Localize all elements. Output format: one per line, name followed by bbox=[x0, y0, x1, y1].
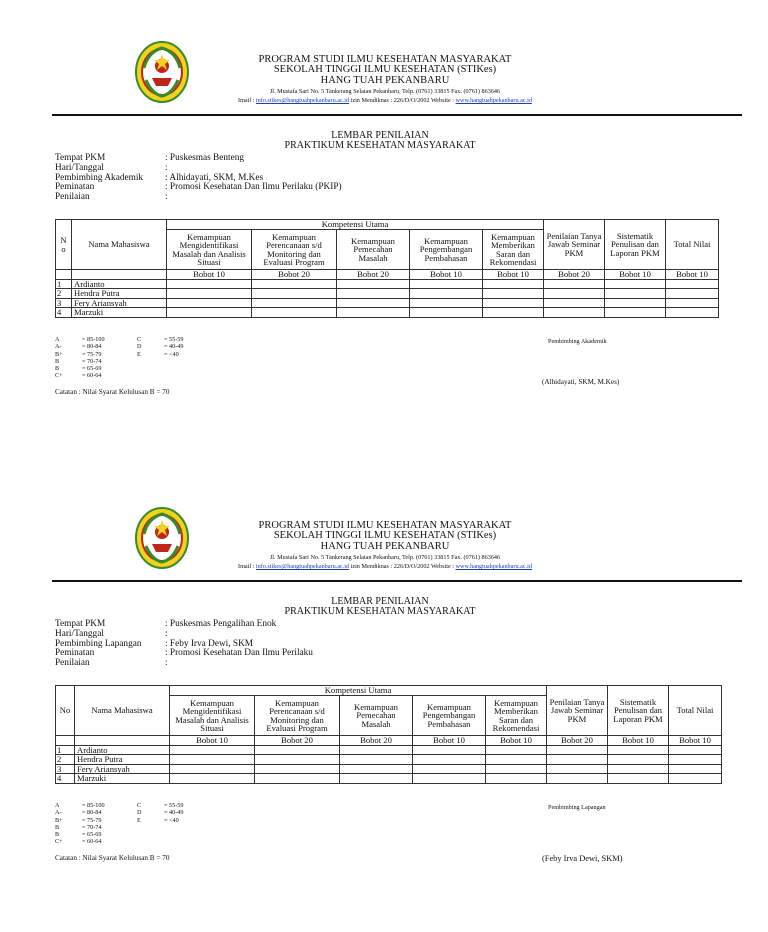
header-contact bbox=[190, 97, 580, 104]
score-cell[interactable] bbox=[170, 764, 255, 773]
legend-cell: A bbox=[55, 802, 60, 809]
row-number: 3 bbox=[56, 298, 72, 307]
score-cell[interactable] bbox=[483, 289, 544, 298]
row-number: 2 bbox=[56, 289, 72, 298]
col-no-header bbox=[56, 686, 75, 736]
score-cell[interactable] bbox=[608, 764, 669, 773]
website-link[interactable]: www.hangtuahpekanbaru.ac.id bbox=[455, 97, 532, 104]
signature-name: (Feby Irva Dewi, SKM) bbox=[542, 854, 623, 863]
signature-role: Pembimbing Akademik bbox=[548, 338, 607, 345]
info-label: Hari/Tanggal bbox=[55, 162, 104, 173]
weight-cell: Bobot 20 bbox=[255, 736, 340, 746]
weight-cell: Bobot 20 bbox=[252, 270, 337, 280]
header-school: SEKOLAH TINGGI ILMU KESEHATAN (STIKes) bbox=[273, 64, 497, 75]
score-cell[interactable] bbox=[410, 280, 483, 289]
table-row bbox=[56, 746, 722, 755]
legend-cell: = 75-79 bbox=[82, 350, 102, 358]
score-cell[interactable] bbox=[340, 774, 413, 783]
legend-cell: D bbox=[137, 343, 142, 351]
col-discussion-header: Kemampuan Pengembangan Pembahasan bbox=[413, 696, 486, 736]
info-label: Peminatan bbox=[55, 182, 95, 193]
info-label: Peminatan bbox=[55, 648, 95, 659]
col-identify-header: Kemampuan Mengidentifikasi Masalah dan Analisis Situasi bbox=[170, 696, 255, 736]
info-row bbox=[55, 649, 313, 659]
legend-cell: C bbox=[137, 336, 142, 343]
legend-cell: C+ bbox=[55, 838, 63, 846]
score-cell[interactable] bbox=[483, 280, 544, 289]
form-title: LEMBAR PENILAIAN bbox=[331, 596, 429, 607]
col-planning-header: Kemampuan Perencanaan s/d Monitoring dan Evaluasi Program bbox=[252, 230, 337, 270]
info-label: Pembimbing Akademik bbox=[55, 172, 144, 183]
signature-name: (Alhidayati, SKM, M.Kes) bbox=[542, 378, 620, 386]
legend-row bbox=[55, 802, 183, 809]
legend-cell bbox=[137, 824, 164, 831]
score-cell[interactable] bbox=[255, 774, 340, 783]
score-cell[interactable] bbox=[410, 289, 483, 298]
info-row bbox=[55, 183, 342, 193]
table-row bbox=[56, 289, 719, 298]
legend-cell: = 55-59 bbox=[164, 336, 184, 343]
info-row bbox=[55, 659, 313, 669]
student-name: Hendra Putra bbox=[75, 755, 170, 764]
score-cell[interactable] bbox=[170, 755, 255, 764]
score-cell[interactable] bbox=[337, 289, 410, 298]
legend-cell: = 65-69 bbox=[82, 831, 102, 839]
legend-row bbox=[55, 336, 183, 343]
col-no-label-top: N bbox=[60, 235, 67, 246]
score-cell[interactable] bbox=[167, 280, 252, 289]
score-cell[interactable] bbox=[608, 746, 669, 755]
info-value: : Puskesmas Pengalihan Enok bbox=[165, 619, 277, 629]
row-number: 4 bbox=[56, 774, 75, 783]
table-row bbox=[56, 764, 722, 773]
legend-cell: = 40-49 bbox=[164, 809, 184, 817]
score-cell[interactable] bbox=[337, 298, 410, 307]
score-cell[interactable] bbox=[669, 755, 722, 764]
weight-empty-name bbox=[72, 270, 167, 280]
student-name: Marzuki bbox=[72, 308, 167, 317]
score-cell[interactable] bbox=[340, 746, 413, 755]
row-number: 2 bbox=[56, 755, 75, 764]
legend-cell: = 75-79 bbox=[82, 816, 102, 824]
weight-cell: Bobot 10 bbox=[669, 736, 722, 746]
student-name: Ardianto bbox=[75, 746, 170, 755]
legend-cell: E bbox=[137, 350, 141, 358]
student-name: Ardianto bbox=[72, 280, 167, 289]
score-cell[interactable] bbox=[666, 298, 719, 307]
weight-cell: Bobot 10 bbox=[410, 270, 483, 280]
score-cell[interactable] bbox=[255, 764, 340, 773]
legend-cell: C+ bbox=[55, 372, 63, 380]
col-qa-header: Penilaian Tanya Jawab Seminar PKM bbox=[544, 220, 605, 270]
score-cell[interactable] bbox=[605, 289, 666, 298]
info-value: : Alhidayati, SKM, M.Kes bbox=[165, 172, 264, 183]
weight-empty-no bbox=[56, 736, 75, 746]
score-cell[interactable] bbox=[252, 289, 337, 298]
row-number: 1 bbox=[56, 746, 75, 755]
legend-cell: = 80-84 bbox=[82, 809, 102, 817]
weight-cell: Bobot 10 bbox=[605, 270, 666, 280]
competency-group-header: Kompetensi Utama bbox=[170, 686, 547, 696]
score-cell[interactable] bbox=[547, 755, 608, 764]
score-cell[interactable] bbox=[605, 308, 666, 317]
row-number: 1 bbox=[56, 280, 72, 289]
legend-cell: = 60-64 bbox=[82, 372, 102, 380]
info-value: : bbox=[165, 658, 168, 669]
legend-row bbox=[55, 365, 183, 372]
col-total-header: Total Nilai bbox=[666, 220, 719, 270]
col-no-label: No bbox=[59, 705, 71, 716]
col-name-header: Nama Mahasiswa bbox=[72, 220, 167, 270]
weight-cell: Bobot 20 bbox=[547, 736, 608, 746]
col-qa-header: Penilaian Tanya Jawab Seminar PKM bbox=[547, 686, 608, 736]
legend-row bbox=[55, 809, 183, 816]
info-value: : Puskesmas Benteng bbox=[165, 153, 245, 163]
score-cell[interactable] bbox=[544, 298, 605, 307]
legend-cell: B bbox=[55, 831, 60, 839]
grade-legend bbox=[55, 802, 183, 846]
info-value: : Promosi Kesehatan Dan Ilmu Perilaku (PKIP) bbox=[165, 182, 342, 193]
info-label: Tempat PKM bbox=[55, 153, 106, 163]
table-row bbox=[56, 755, 722, 764]
legend-cell: = 80-84 bbox=[82, 343, 102, 351]
legend-cell bbox=[137, 831, 164, 838]
col-identify-header: Kemampuan Mengidentifikasi Masalah dan Analisis Situasi bbox=[167, 230, 252, 270]
legend-cell: = 70-74 bbox=[82, 357, 102, 365]
info-label: Penilaian bbox=[55, 192, 90, 203]
email-prefix: Imail : bbox=[238, 563, 256, 570]
score-cell[interactable] bbox=[483, 298, 544, 307]
legend-cell: B bbox=[55, 365, 60, 373]
header-divider bbox=[52, 580, 742, 582]
weight-cell: Bobot 10 bbox=[608, 736, 669, 746]
score-cell[interactable] bbox=[669, 764, 722, 773]
info-value: : bbox=[165, 192, 168, 203]
score-cell[interactable] bbox=[666, 280, 719, 289]
student-name: Hendra Putra bbox=[72, 289, 167, 298]
table-row bbox=[56, 280, 719, 289]
table-row bbox=[56, 774, 722, 783]
score-cell[interactable] bbox=[410, 308, 483, 317]
score-cell[interactable] bbox=[167, 298, 252, 307]
score-cell[interactable] bbox=[255, 746, 340, 755]
score-cell[interactable] bbox=[608, 755, 669, 764]
score-cell[interactable] bbox=[170, 774, 255, 783]
weight-cell: Bobot 20 bbox=[544, 270, 605, 280]
weight-cell: Bobot 10 bbox=[666, 270, 719, 280]
score-cell[interactable] bbox=[486, 764, 547, 773]
legend-cell: B+ bbox=[55, 816, 63, 824]
header-address: Jl. Mustafa Sari No. 5 Tankerang Selatan Pekanbaru, Telp. (0761) 33815 Fax. (0761) 863646 bbox=[269, 88, 501, 95]
weight-cell: Bobot 20 bbox=[337, 270, 410, 280]
license-text: izin Mendiknas : 226/D/O/2002 Website : bbox=[349, 97, 456, 104]
signature-role: Pembimbing Lapangan bbox=[548, 804, 606, 811]
weight-cell: Bobot 10 bbox=[413, 736, 486, 746]
legend-row bbox=[55, 351, 183, 358]
score-cell[interactable] bbox=[666, 308, 719, 317]
info-value: : Promosi Kesehatan Dan Ilmu Perilaku bbox=[165, 648, 313, 659]
header-program: PROGRAM STUDI ILMU KESEHATAN MASYARAKAT bbox=[258, 54, 512, 65]
legend-cell bbox=[137, 372, 164, 379]
score-cell[interactable] bbox=[340, 764, 413, 773]
legend-cell: E bbox=[137, 816, 141, 824]
row-number: 4 bbox=[56, 308, 72, 317]
legend-row bbox=[55, 824, 183, 831]
score-cell[interactable] bbox=[605, 298, 666, 307]
score-cell[interactable] bbox=[547, 746, 608, 755]
col-problem-header: Kemampuan Pemecahan Masalah bbox=[340, 696, 413, 736]
college-emblem-icon bbox=[134, 506, 190, 570]
legend-cell: A- bbox=[55, 809, 62, 817]
legend-row bbox=[55, 343, 183, 350]
score-cell[interactable] bbox=[252, 308, 337, 317]
legend-cell: B bbox=[55, 357, 60, 365]
score-cell[interactable] bbox=[413, 746, 486, 755]
score-cell[interactable] bbox=[669, 746, 722, 755]
score-cell[interactable] bbox=[167, 308, 252, 317]
legend-cell: B+ bbox=[55, 350, 63, 358]
legend-cell: = 70-74 bbox=[82, 823, 102, 831]
legend-cell: = <40 bbox=[164, 816, 179, 824]
form-subtitle: PRAKTIKUM KESEHATAN MASYARAKAT bbox=[284, 140, 476, 151]
score-cell[interactable] bbox=[337, 308, 410, 317]
score-cell[interactable] bbox=[486, 755, 547, 764]
info-value: : bbox=[165, 628, 168, 639]
legend-cell: A bbox=[55, 336, 60, 343]
col-total-header: Total Nilai bbox=[669, 686, 722, 736]
score-cell[interactable] bbox=[252, 280, 337, 289]
score-cell[interactable] bbox=[340, 755, 413, 764]
score-cell[interactable] bbox=[255, 755, 340, 764]
legend-row bbox=[55, 372, 183, 379]
score-cell[interactable] bbox=[483, 308, 544, 317]
score-cell[interactable] bbox=[669, 774, 722, 783]
col-problem-header: Kemampuan Pemecahan Masalah bbox=[337, 230, 410, 270]
legend-cell: = 85-100 bbox=[82, 336, 105, 343]
score-cell[interactable] bbox=[547, 764, 608, 773]
col-no-header bbox=[56, 220, 72, 270]
email-prefix: Imail : bbox=[238, 97, 256, 104]
row-number: 3 bbox=[56, 764, 75, 773]
legend-row bbox=[55, 831, 183, 838]
table-row bbox=[56, 298, 719, 307]
info-value: : bbox=[165, 162, 168, 173]
info-block bbox=[55, 154, 342, 203]
score-cell[interactable] bbox=[608, 774, 669, 783]
email-link[interactable]: info.stikes@hangtuahpekanbaru.ac.id bbox=[255, 97, 350, 104]
legend-cell: = 60-64 bbox=[82, 838, 102, 846]
weights-row bbox=[56, 270, 719, 280]
weight-empty-name bbox=[75, 736, 170, 746]
student-name: Marzuki bbox=[75, 774, 170, 783]
score-cell[interactable] bbox=[544, 280, 605, 289]
weight-cell: Bobot 10 bbox=[486, 736, 547, 746]
college-emblem-icon bbox=[134, 40, 190, 104]
weight-cell: Bobot 10 bbox=[170, 736, 255, 746]
legend-row bbox=[55, 817, 183, 824]
score-cell[interactable] bbox=[413, 764, 486, 773]
weight-cell: Bobot 10 bbox=[483, 270, 544, 280]
student-name: Fery Ariansyah bbox=[75, 764, 170, 773]
legend-cell: C bbox=[137, 802, 142, 809]
header-divider bbox=[52, 114, 742, 116]
score-cell[interactable] bbox=[544, 289, 605, 298]
form-title: LEMBAR PENILAIAN bbox=[331, 130, 429, 141]
header-institution: HANG TUAH PEKANBARU bbox=[320, 541, 450, 552]
legend-cell: A- bbox=[55, 343, 62, 351]
legend-cell: = <40 bbox=[164, 350, 179, 358]
table-row bbox=[56, 308, 719, 317]
info-row bbox=[55, 193, 342, 203]
weight-cell: Bobot 10 bbox=[167, 270, 252, 280]
col-discussion-header: Kemampuan Pengembangan Pembahasan bbox=[410, 230, 483, 270]
grade-table bbox=[55, 219, 719, 318]
col-report-header: Sistematik Penulisan dan Laporan PKM bbox=[605, 220, 666, 270]
email-link[interactable]: info.stikes@hangtuahpekanbaru.ac.id bbox=[255, 563, 350, 570]
legend-row bbox=[55, 358, 183, 365]
grade-legend bbox=[55, 336, 183, 380]
legend-cell: = 65-69 bbox=[82, 365, 102, 373]
assessment-sheet bbox=[0, 466, 768, 932]
legend-cell: = 85-100 bbox=[82, 802, 105, 809]
info-value: : Feby Irva Dewi, SKM bbox=[165, 638, 254, 649]
competency-group-header: Kompetensi Utama bbox=[167, 220, 544, 230]
grade-table bbox=[55, 685, 722, 784]
legend-cell bbox=[137, 358, 164, 365]
score-cell[interactable] bbox=[486, 774, 547, 783]
col-advice-header: Kemampuan Memberikan Saran dan Rekomendasi bbox=[486, 696, 547, 736]
header-contact bbox=[190, 563, 580, 570]
weights-row bbox=[56, 736, 722, 746]
header-school: SEKOLAH TINGGI ILMU KESEHATAN (STIKes) bbox=[273, 530, 497, 541]
website-link[interactable]: www.hangtuahpekanbaru.ac.id bbox=[455, 563, 532, 570]
legend-cell bbox=[137, 365, 164, 372]
col-planning-header: Kemampuan Perencanaan s/d Monitoring dan Evaluasi Program bbox=[255, 696, 340, 736]
info-block bbox=[55, 620, 313, 669]
weight-empty-no bbox=[56, 270, 72, 280]
score-cell[interactable] bbox=[167, 289, 252, 298]
pass-note: Catatan : Nilai Syarat Kelulusan B = 70 bbox=[55, 854, 170, 862]
score-cell[interactable] bbox=[170, 746, 255, 755]
info-label: Tempat PKM bbox=[55, 619, 106, 629]
pass-note: Catatan : Nilai Syarat Kelulusan B = 70 bbox=[55, 388, 170, 396]
info-label: Pembimbing Lapangan bbox=[55, 638, 142, 649]
info-label: Penilaian bbox=[55, 658, 90, 669]
score-cell[interactable] bbox=[605, 280, 666, 289]
info-label: Hari/Tanggal bbox=[55, 628, 104, 639]
col-report-header: Sistematik Penulisan dan Laporan PKM bbox=[608, 686, 669, 736]
legend-cell: = 55-59 bbox=[164, 802, 184, 809]
header-address: Jl. Mustafa Sari No. 5 Tankerang Selatan Pekanbaru, Telp. (0761) 33815 Fax. (0761) 863646 bbox=[269, 554, 501, 561]
student-name: Fery Ariansyah bbox=[72, 298, 167, 307]
col-advice-header: Kemampuan Memberikan Saran dan Rekomendasi bbox=[483, 230, 544, 270]
score-cell[interactable] bbox=[410, 298, 483, 307]
header-institution: HANG TUAH PEKANBARU bbox=[320, 75, 450, 86]
score-cell[interactable] bbox=[666, 289, 719, 298]
legend-cell: D bbox=[137, 809, 142, 817]
score-cell[interactable] bbox=[544, 308, 605, 317]
score-cell[interactable] bbox=[413, 755, 486, 764]
form-subtitle: PRAKTIKUM KESEHATAN MASYARAKAT bbox=[284, 606, 476, 617]
weight-cell: Bobot 20 bbox=[340, 736, 413, 746]
score-cell[interactable] bbox=[486, 746, 547, 755]
legend-cell: = 40-49 bbox=[164, 343, 184, 351]
score-cell[interactable] bbox=[337, 280, 410, 289]
col-no-label-bottom: o bbox=[61, 243, 66, 254]
legend-row bbox=[55, 838, 183, 845]
score-cell[interactable] bbox=[252, 298, 337, 307]
score-cell[interactable] bbox=[547, 774, 608, 783]
legend-cell: B bbox=[55, 823, 60, 831]
legend-cell bbox=[137, 838, 164, 845]
header-program: PROGRAM STUDI ILMU KESEHATAN MASYARAKAT bbox=[258, 520, 512, 531]
col-name-header: Nama Mahasiswa bbox=[75, 686, 170, 736]
license-text: izin Mendiknas : 226/D/O/2002 Website : bbox=[349, 563, 456, 570]
score-cell[interactable] bbox=[413, 774, 486, 783]
